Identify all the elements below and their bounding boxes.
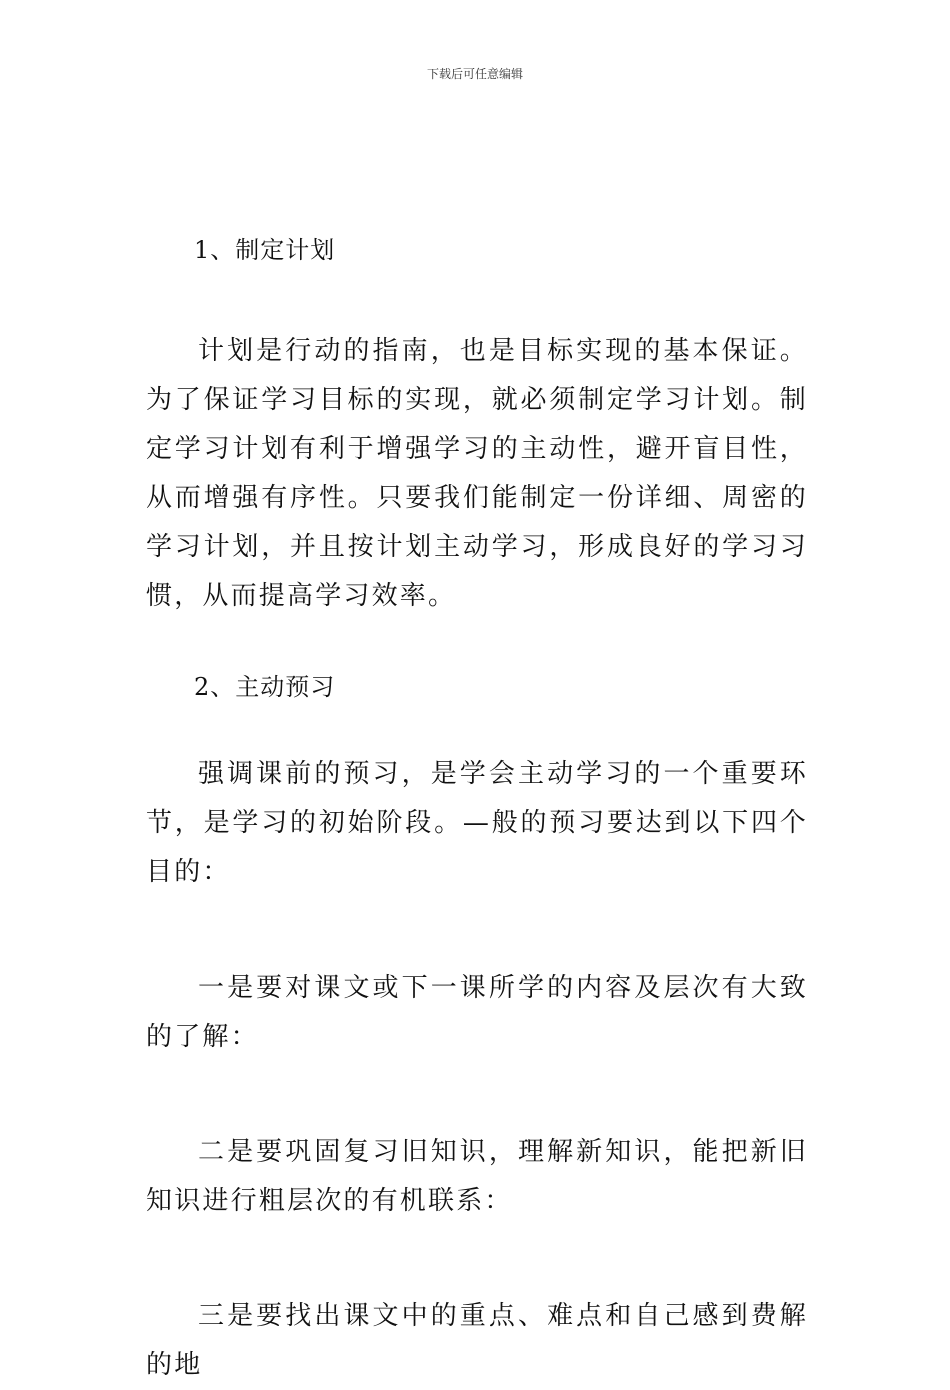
section-heading-preview: 2、主动预习: [194, 673, 336, 701]
document-body: [146, 230, 808, 1390]
paragraph-preview-intro: 强调课前的预习，是学会主动学习的一个重要环节，是学习的初始阶段。—般的预习要达到以下四个目的：: [146, 759, 808, 887]
paragraph-goal-three: 三是要找出课文中的重点、难点和自己感到费解的地: [146, 1301, 808, 1380]
section-heading-plan: 1、制定计划: [194, 236, 336, 264]
page-header-note: 下载后可任意编辑: [426, 67, 523, 81]
paragraph-goal-two: 二是要巩固复习旧知识，理解新知识，能把新旧知识进行粗层次的有机联系：: [146, 1137, 808, 1216]
paragraph-plan: 计划是行动的指南，也是目标实现的基本保证。为了保证学习目标的实现，就必须制定学习计划。制定学习计划有利于增强学习的主动性，避开盲目性，从而增强有序性。只要我们能制定一份详细、周密的学习计划，并且按计划主动学习，形成良好的学习习惯，从而提高学习效率。: [146, 336, 808, 611]
paragraph-goal-one: 一是要对课文或下一课所学的内容及层次有大致的了解：: [146, 973, 808, 1052]
